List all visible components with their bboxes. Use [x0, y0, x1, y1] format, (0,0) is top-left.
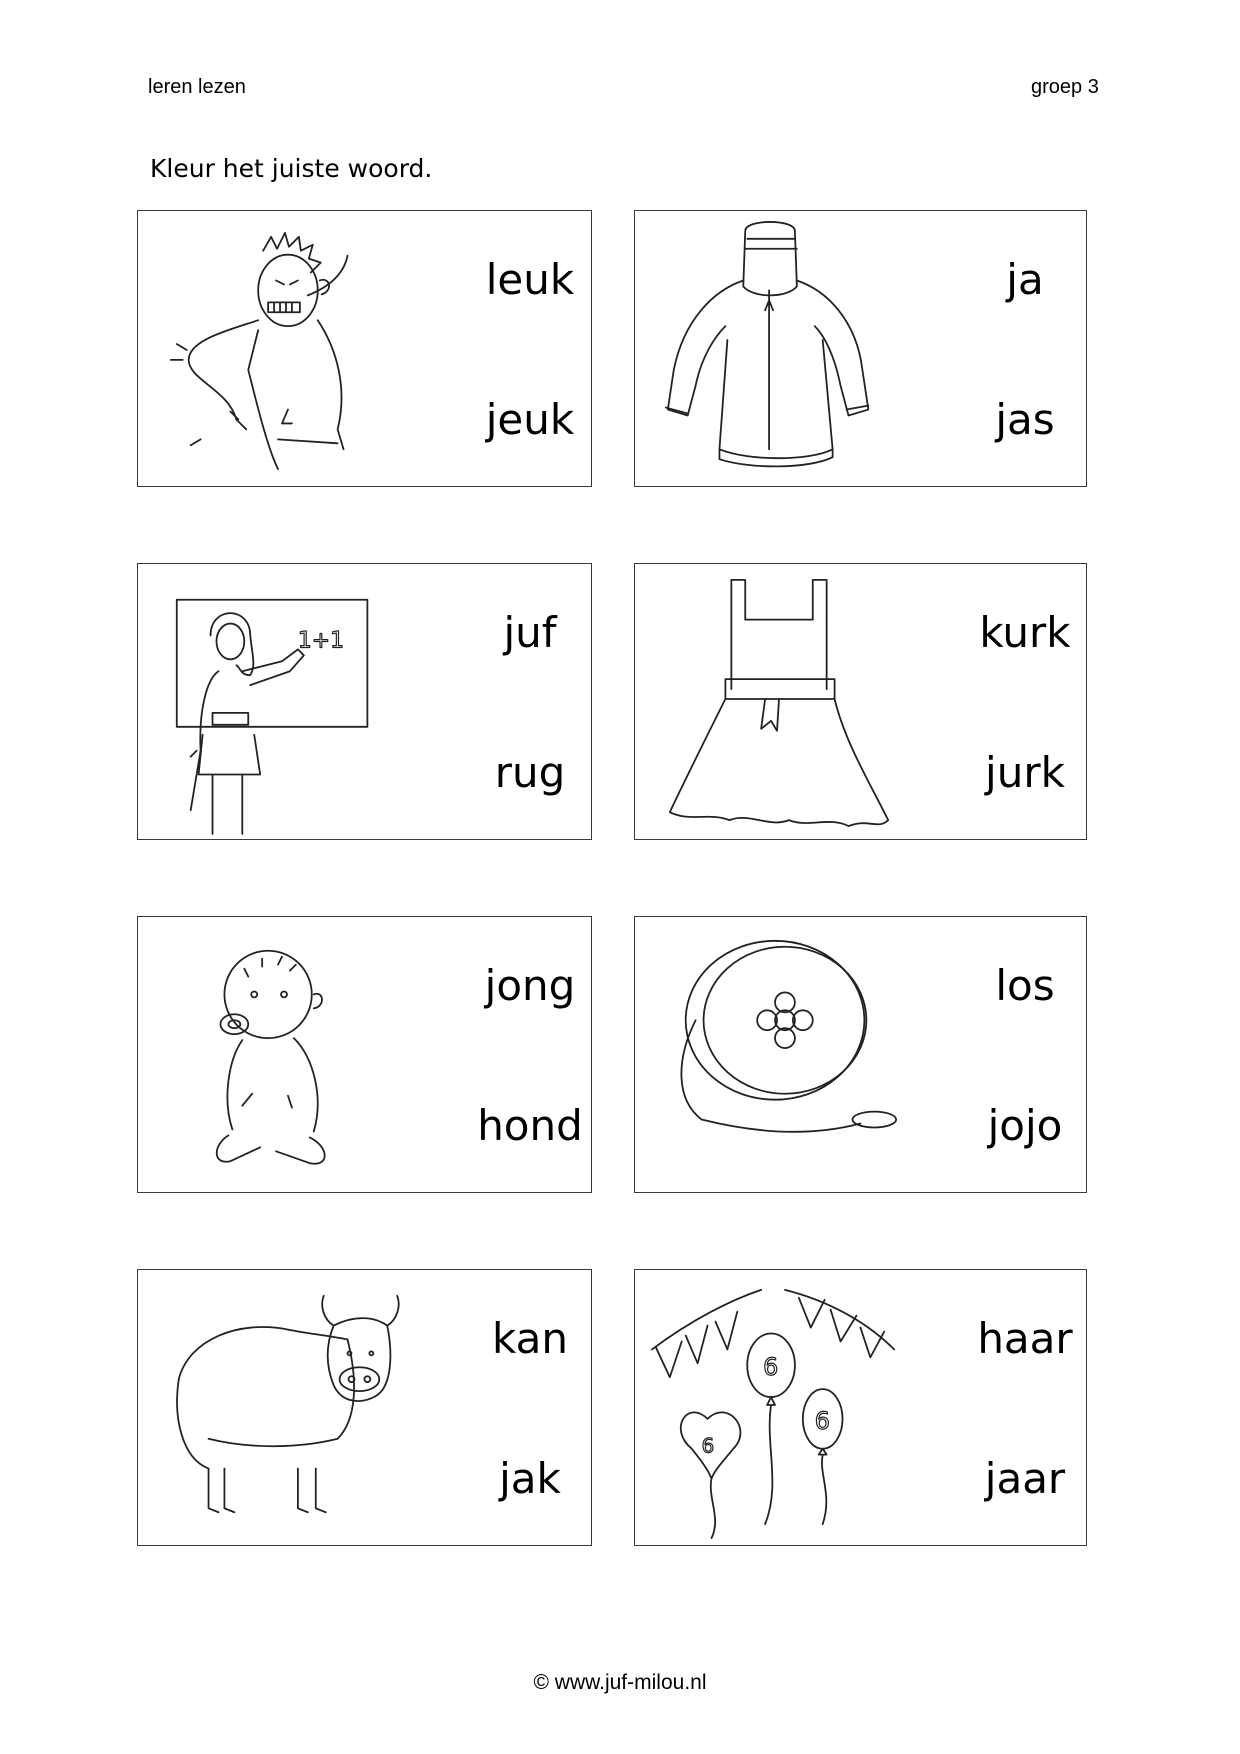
yoyo-icon — [635, 917, 925, 1192]
coat-icon — [635, 211, 925, 486]
card-8 — [634, 1269, 1087, 1546]
teacher-icon — [138, 564, 428, 839]
word-option[interactable]: jurk — [985, 748, 1065, 797]
word-option[interactable]: jeuk — [485, 395, 575, 444]
word-option[interactable]: jaar — [984, 1454, 1066, 1503]
word-option[interactable]: jak — [499, 1454, 561, 1503]
board-sum: 1+1 — [297, 628, 344, 654]
word-option[interactable]: kurk — [979, 608, 1071, 657]
birthday-balloons-icon — [635, 1270, 925, 1545]
instruction: Kleur het juiste woord. — [150, 154, 433, 183]
footer-copyright: © www.juf-milou.nl — [533, 1671, 707, 1694]
word-option[interactable]: rug — [494, 748, 566, 797]
baby-icon — [138, 917, 428, 1192]
header-grade: groep 3 — [1031, 76, 1099, 98]
card-3 — [137, 563, 592, 840]
card-6 — [634, 916, 1087, 1193]
card-1 — [137, 210, 592, 487]
word-option[interactable]: los — [995, 961, 1055, 1010]
word-option[interactable]: jojo — [987, 1101, 1063, 1150]
dress-icon — [635, 564, 925, 839]
word-option[interactable]: hond — [477, 1101, 583, 1150]
card-4 — [634, 563, 1087, 840]
word-option[interactable]: haar — [977, 1314, 1073, 1363]
balloon-number: 6 — [763, 1353, 779, 1382]
card-5 — [137, 916, 592, 1193]
itchy-person-icon — [138, 211, 428, 486]
word-option[interactable]: kan — [492, 1314, 568, 1363]
card-2 — [634, 210, 1087, 487]
yak-icon — [138, 1270, 428, 1545]
word-option[interactable]: jas — [995, 395, 1055, 444]
header-subject: leren lezen — [148, 76, 246, 98]
balloon-number: 6 — [701, 1434, 715, 1458]
word-option[interactable]: juf — [503, 608, 557, 657]
balloon-number: 6 — [814, 1406, 830, 1435]
word-option[interactable]: leuk — [485, 255, 575, 304]
card-7 — [137, 1269, 592, 1546]
word-option[interactable]: jong — [484, 961, 576, 1010]
word-option[interactable]: ja — [1006, 255, 1044, 304]
